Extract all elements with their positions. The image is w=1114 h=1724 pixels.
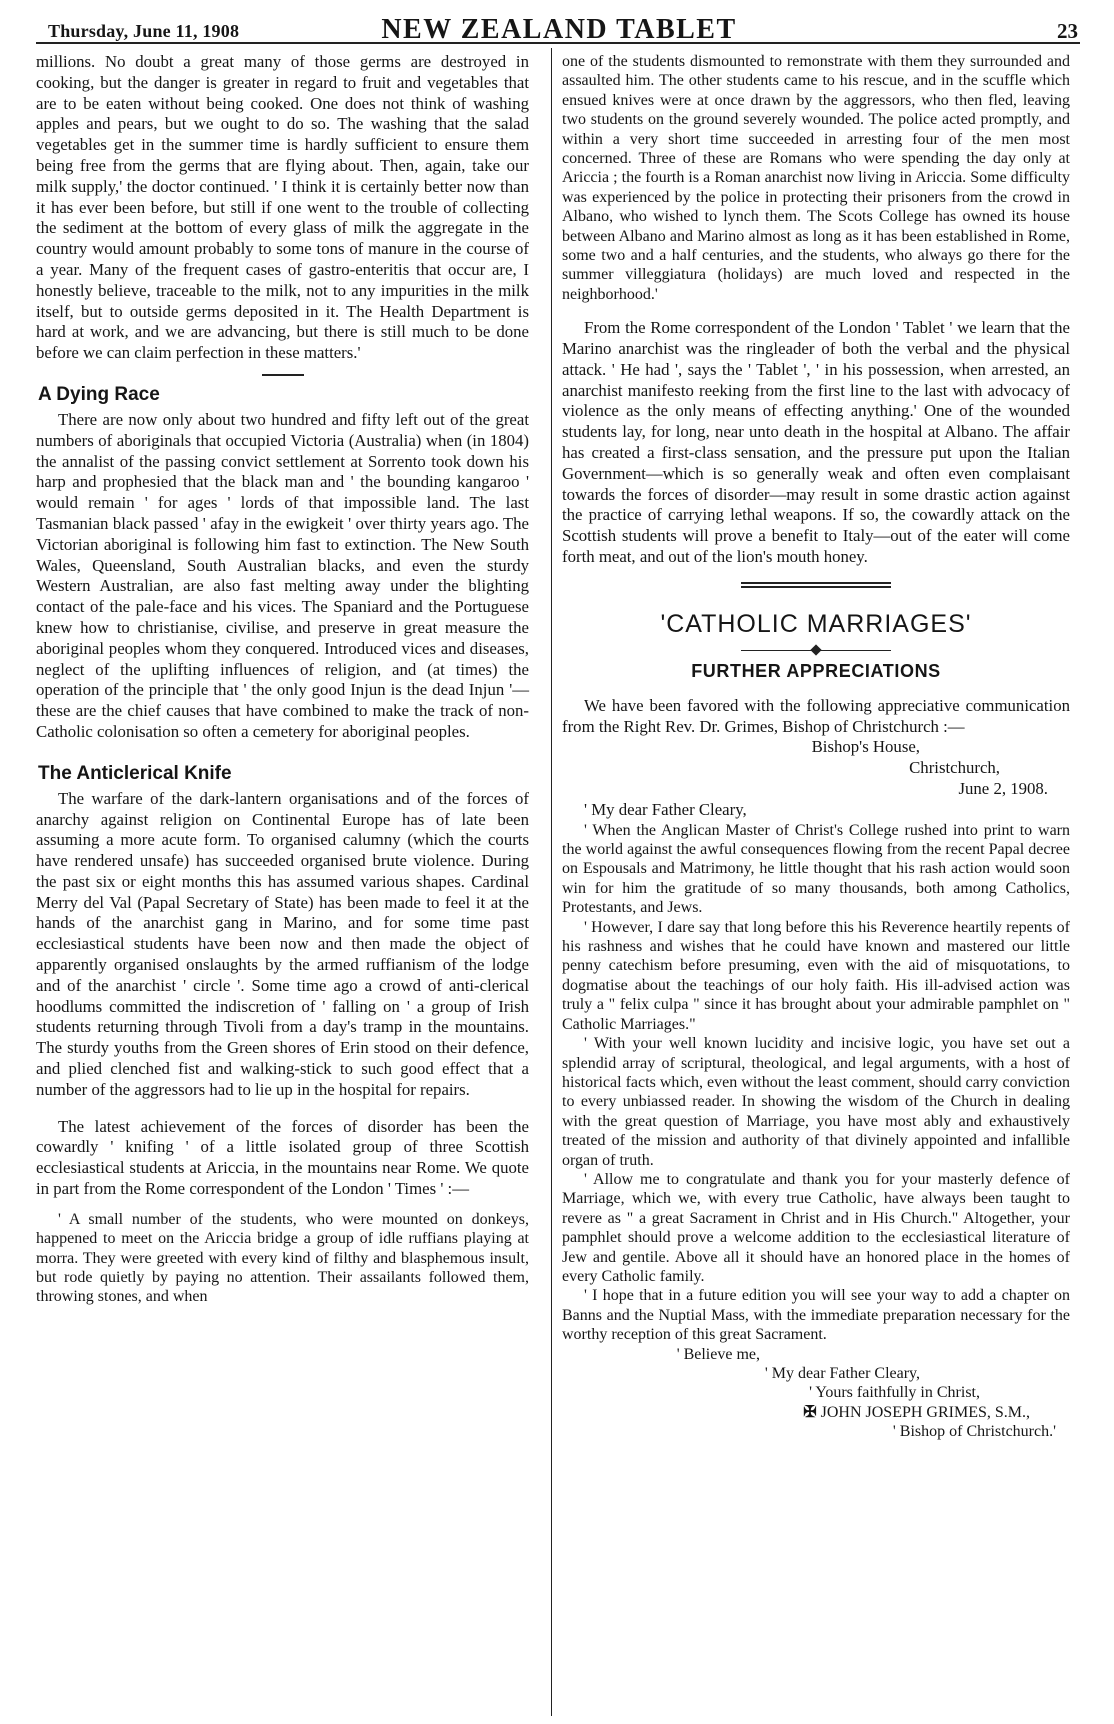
closing-line-2: ' My dear Father Cleary, — [764, 1365, 920, 1382]
address-line-1: Bishop's House, — [811, 737, 920, 757]
closing-line-3: ' Yours faithfully in Christ, — [809, 1384, 980, 1402]
ornament-rule — [741, 645, 891, 655]
signature-title: ' Bishop of Christchurch.' — [892, 1423, 1056, 1441]
letter-paragraph-1: ' When the Anglican Master of Christ's College rushed into print to warn the world against the awful consequences flowing from the recent Papal decree on Espousals and Matrimony, he little thought that his rash action would soon win for him the gratitude of so many thousands, both among Catholics, Protestants, and Jews. — [562, 821, 1070, 917]
times-quote-continued: one of the students dismounted to remonstrate with them they surrounded and assaulted him. The other students came to his rescue, and in the scuffle which ensued knives were at once drawn by the aggressors, who then fled, leaving two students on the ground severely wounded. The police acted promptly, and within a very short time succeeded in arresting four of the men most concerned. Three of these are Romans who were spending the day only at Ariccia ; the fourth is a Roman anarchist now living in Ariccia. Some difficulty was experienced by the police in protecting their prisoners from the crowd in Albano, who wished to lynch them. The Scots College has owned its house between Albano and Marino almost as long as it has been established in Rome, some two and a half centuries, and the students, who always go there for the summer villeggiatura (holidays) are much loved and respected in the neighborhood.' — [562, 53, 1070, 303]
page-number: 23 — [1057, 19, 1078, 43]
left-column — [36, 52, 529, 1307]
anticlerical-paragraph-2: The latest achievement of the forces of disorder has been the cowardly ' knifing ' of a little isolated group of three Scottish ecclesiastical students at Ariccia, in the mountains near Rome. We quote in part from the Rome correspondent of the London ' Times ' :— — [36, 1116, 529, 1199]
diamond-ornament-icon — [810, 644, 821, 655]
cross-icon: ✠ — [803, 1403, 817, 1421]
letter-paragraph-2: ' However, I dare say that long before this his Reverence heartily repents of his rashness and wishes that he could have known and mastered our little penny catechism before presuming, even with the aid of misquotations, to dogmatise about the teachings of our holy faith. His ill-advised action was truly a " felix culpa " since it has brought about your admirable pamphlet on " Catholic Marriages." — [562, 918, 1070, 1033]
right-column — [562, 52, 1070, 1442]
section-rule — [262, 374, 304, 376]
letter-salutation: ' My dear Father Cleary, — [584, 799, 747, 819]
marriages-intro: We have been favored with the following appreciative communication from the Right Rev. Dr. Grimes, Bishop of Christchurch :— — [562, 695, 1070, 736]
heading-dying-race: A Dying Race — [38, 383, 160, 405]
letter-paragraph-4: ' Allow me to congratulate and thank you for your masterly defence of Marriage, which we, with every true Catholic, have always been taught to revere as " a great Sacrament in Christ and in His Church." Altogether, your pamphlet should prove a welcome addition to the ecclesiastical literature of Jew and gentile. Above all it should have an honored place in the homes of every Catholic family. — [562, 1170, 1070, 1285]
address-line-2: Christchurch, — [909, 758, 1000, 778]
header-rule — [36, 42, 1080, 44]
newspaper-title: NEW ZEALAND TABLET — [381, 14, 737, 45]
letter-paragraph-3: ' With your well known lucidity and incisive logic, you have set out a splendid array of scriptural, theological, and legal arguments, with a host of historical facts which, even without the least comment, should carry conviction to every unbiassed reader. In showing the wisdom of the Church in dealing with the great question of Marriage, you have most ably and exhaustively treated of the mission and authority of that divinely appointed and infallible organ of truth. — [562, 1035, 1070, 1169]
tablet-correspondent-paragraph: From the Rome correspondent of the London ' Tablet ' we learn that the Marino anarchist was the ringleader of both the verbal and the physical attack. ' He had ', says the ' Tablet ', ' in his possession, when arrested, an anarchist manifesto reeking from the first line to the last with advocacy of violence as the only means of effecting anything.' One of the wounded students lay, for long, near unto death in the hospital at Albano. The affair has created a first-class sensation, and the pressure put upon the Italian Government—which is so generally weak and often even complaisant towards the forces of disorder—may result in some drastic action against the practice of carrying lethal weapons. If so, the cowardly attack on the Scottish students will prove a benefit to Italy—out of the eater will come forth meat, and out of the lion's mouth honey. — [562, 318, 1070, 567]
dying-race-paragraph: There are now only about two hundred and fifty left out of the great numbers of aboriginals that occupied Victoria (Australia) when (in 1804) the annalist of the passing convict settlement at Sorrento took down his harp and prophesied that the black man and ' the bounding kangaroo ' would remain ' for ages ' lords of that impossible land. The last Tasmanian black passed ' afay in the ewigkeit ' over thirty years ago. The Victorian aboriginal is following him fast to extinction. The New South Wales, Queensland, South Australian blacks, and even the sturdy Western Australian, are also fast melting away under the blighting contact of the pale-face and his vices. The Spaniard and the Portuguese knew how to christianise, civilise, and preserve in great measure the aboriginal peoples whom they conquered. Introduced vices and diseases, neglect of the uplifting influences of religion, and (at times) the operation of the principle that ' the only good Injun is the dead Injun '—these are the chief causes that have combined to make the track of non-Catholic colonisation so often a cemetery for aboriginal peoples. — [36, 409, 529, 741]
letter-paragraph-5: ' I hope that in a future edition you will see your way to add a chapter on Banns and the Nuptial Mass, with the immediate preparation necessary for the worthy reception of this great Sacrament. — [562, 1287, 1070, 1344]
masthead — [36, 6, 1082, 45]
signature-name: JOHN JOSEPH GRIMES, S.M., — [820, 1403, 1030, 1421]
letter-date: June 2, 1908. — [958, 779, 1048, 799]
article-continuation: millions. No doubt a great many of those germs are destroyed in cooking, but the danger is greater in regard to fruit and vegetables that are to be eaten without being cooked. One does not think of washing apples and pears, but we ought to do so. The washing that the salad vegetables get in the summer time is hardly sufficient to ensure them being free from the germs that are flying about. Then, again, take our milk supply,' the doctor continued. ' I think it is certainly better now than it has ever been before, but still if one went to the trouble of collecting the sediment at the bottom of every glass of milk the aggregate in the country would amount probably to some tons of manure in the course of a year. Many of the frequent cases of gastro-enteritis that occur are, I honestly believe, traceable to the milk, not to any impurities in the milk itself, but to outside germs deposited in it. The Health Department is hard at work, and we are advancing, but there is still much to be done before we can claim perfection in these matters.' — [36, 52, 529, 363]
signature-line — [562, 1403, 1070, 1422]
column-divider — [551, 48, 552, 1716]
catholic-marriages-title: 'CATHOLIC MARRIAGES' — [660, 609, 972, 638]
further-appreciations-subtitle: FURTHER APPRECIATIONS — [691, 660, 941, 681]
section-double-rule — [741, 582, 891, 588]
heading-anticlerical-knife: The Anticlerical Knife — [38, 762, 232, 784]
issue-date: Thursday, June 11, 1908 — [48, 21, 240, 41]
times-quote: ' A small number of the students, who were mounted on donkeys, happened to meet on the Ariccia bridge a group of idle ruffians playing at morra. They were greeted with every kind of filthy and blasphemous insult, but rode quietly by paying no attention. Their assailants followed them, throwing stones, and when — [36, 1210, 529, 1306]
closing-line-1: ' Believe me, — [676, 1345, 760, 1363]
anticlerical-paragraph-1: The warfare of the dark-lantern organisations and of the forces of anarchy against religion on Continental Europe has of late been assuming a more acute form. To organised calumny (which the courts have rendered unsafe) has succeeded organised brute violence. During the past six or eight months this has assumed various shapes. Cardinal Merry del Val (Papal Secretary of State) has been made to feel it at the hands of the anarchist gang in Marino, and for some time past ecclesiastical students have been now and then made the object of apparently organised onslaughts by the armed ruffianism of the lodge and of the anarchist ' circle '. Some time ago a crowd of anti-clerical hoodlums committed the indiscretion of ' falling on ' a group of Irish students returning through Tivoli from a day's tramp in the mountains. The sturdy youths from the Green shores of Erin stood on their defence, and plied clenched fist and walking-stick to such good effect that a number of the aggressors had to lie up in the hospital for repairs. — [36, 788, 529, 1099]
letter-closing — [562, 1345, 1070, 1442]
